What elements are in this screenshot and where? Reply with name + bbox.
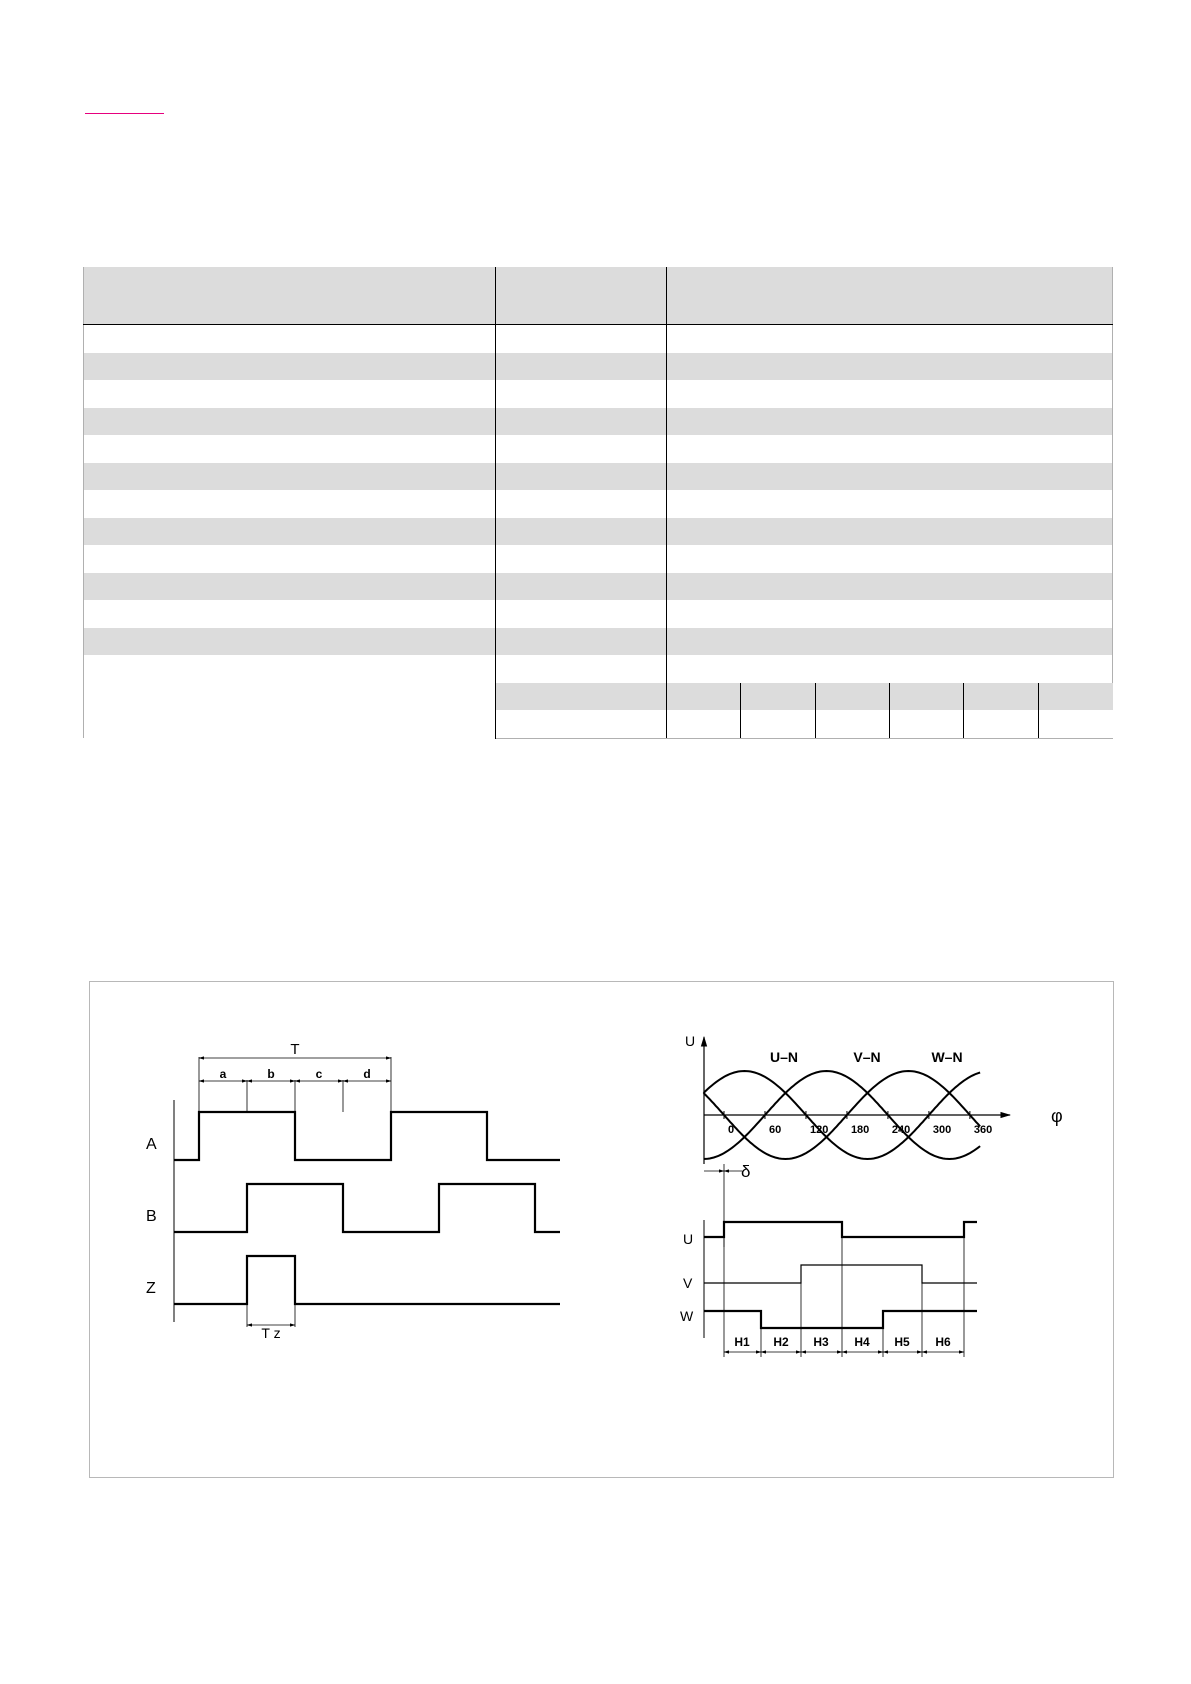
angle-tick-label: 60 bbox=[768, 1124, 782, 1136]
table-cell bbox=[667, 408, 1113, 436]
channel-z-waveform bbox=[174, 1256, 560, 1304]
hall-state-label: H3 bbox=[813, 1335, 829, 1349]
signal-diagrams bbox=[90, 982, 1115, 1479]
table-cell bbox=[84, 655, 496, 738]
table-cell bbox=[496, 683, 667, 711]
table-cell bbox=[496, 518, 667, 546]
table-cell bbox=[1038, 710, 1112, 738]
table-cell bbox=[496, 545, 667, 573]
channel-a-waveform bbox=[174, 1112, 560, 1160]
table-cell bbox=[741, 710, 815, 738]
angle-tick-label: 180 bbox=[850, 1124, 870, 1136]
hall-state-label: H6 bbox=[935, 1335, 951, 1349]
period-label: T bbox=[290, 1041, 300, 1058]
table-cell bbox=[1038, 683, 1112, 711]
hall-state-label: H2 bbox=[773, 1335, 789, 1349]
spec-table bbox=[83, 267, 1113, 739]
table-cell bbox=[84, 518, 496, 546]
table-header-cell bbox=[667, 267, 1113, 325]
table-cell bbox=[667, 435, 1113, 463]
table-cell bbox=[667, 573, 1113, 601]
table-cell bbox=[667, 325, 1113, 353]
table-cell bbox=[964, 710, 1038, 738]
table-cell bbox=[496, 490, 667, 518]
table-cell bbox=[964, 683, 1038, 711]
table-cell bbox=[815, 710, 889, 738]
table-cell bbox=[667, 600, 1113, 628]
table-cell bbox=[889, 683, 963, 711]
table-cell bbox=[84, 353, 496, 381]
phase-curve-label: V–N bbox=[853, 1049, 881, 1065]
table-row bbox=[84, 380, 1113, 408]
table-cell bbox=[741, 683, 815, 711]
angle-tick-label: 120 bbox=[809, 1124, 829, 1136]
signal-w-waveform bbox=[704, 1311, 977, 1328]
table-cell bbox=[667, 353, 1113, 381]
segment-label: c bbox=[315, 1067, 323, 1081]
voltage-axis-label: U bbox=[685, 1033, 696, 1049]
accent-rule bbox=[85, 113, 164, 114]
segment-label: d bbox=[363, 1067, 371, 1081]
table-cell bbox=[815, 683, 889, 711]
table-header-cell bbox=[496, 267, 667, 325]
table-cell bbox=[84, 628, 496, 656]
table-row bbox=[84, 435, 1113, 463]
table-cell bbox=[667, 628, 1113, 656]
segment-label: a bbox=[219, 1067, 227, 1081]
table-row bbox=[84, 325, 1113, 353]
commutation-signal-diagram bbox=[704, 1037, 1011, 1357]
table-row bbox=[84, 518, 1113, 546]
table-cell bbox=[84, 408, 496, 436]
phase-curve-label: U–N bbox=[769, 1049, 799, 1065]
table-cell bbox=[84, 600, 496, 628]
table-cell bbox=[667, 518, 1113, 546]
table-cell bbox=[496, 463, 667, 491]
signal-label: U bbox=[683, 1231, 694, 1247]
table-cell bbox=[496, 435, 667, 463]
table-row bbox=[84, 490, 1113, 518]
table-cell bbox=[667, 683, 741, 711]
table-cell bbox=[667, 463, 1113, 491]
table-cell bbox=[667, 655, 1113, 683]
angle-tick-label: 0 bbox=[728, 1124, 735, 1136]
table-cell bbox=[667, 545, 1113, 573]
signal-label: W bbox=[680, 1308, 694, 1324]
table-cell bbox=[84, 463, 496, 491]
table-cell bbox=[667, 490, 1113, 518]
table-row bbox=[84, 353, 1113, 381]
hall-state-label: H1 bbox=[734, 1335, 750, 1349]
incremental-signal-diagram bbox=[174, 982, 560, 1327]
table-cell bbox=[667, 380, 1113, 408]
angle-tick-label: 240 bbox=[891, 1124, 911, 1136]
table-cell bbox=[496, 655, 667, 683]
table-row bbox=[84, 628, 1113, 656]
channel-b-waveform bbox=[174, 1184, 560, 1232]
hall-state-label: H5 bbox=[894, 1335, 910, 1349]
table-row bbox=[84, 408, 1113, 436]
offset-label: δ bbox=[741, 1162, 751, 1181]
table-cell bbox=[889, 710, 963, 738]
signal-v-waveform bbox=[704, 1265, 977, 1283]
channel-label: A bbox=[146, 1136, 157, 1153]
angle-tick-label: 360 bbox=[973, 1124, 993, 1136]
table-header-cell bbox=[84, 267, 496, 325]
table-cell bbox=[84, 380, 496, 408]
table-cell bbox=[84, 490, 496, 518]
table-cell bbox=[84, 435, 496, 463]
segment-label: b bbox=[267, 1067, 275, 1081]
table-cell bbox=[84, 545, 496, 573]
table-row bbox=[84, 545, 1113, 573]
table-cell bbox=[496, 573, 667, 601]
table-row bbox=[84, 655, 1113, 683]
signal-u-waveform bbox=[704, 1222, 977, 1237]
signal-label: V bbox=[683, 1275, 693, 1291]
angle-tick-label: 300 bbox=[932, 1124, 952, 1136]
table-header-row bbox=[84, 267, 1113, 325]
table-cell bbox=[496, 600, 667, 628]
table-row bbox=[84, 573, 1113, 601]
table-cell bbox=[496, 353, 667, 381]
signal-diagram-frame bbox=[89, 981, 1114, 1478]
table-row bbox=[84, 463, 1113, 491]
table-cell bbox=[496, 628, 667, 656]
table-cell bbox=[496, 408, 667, 436]
table-row bbox=[84, 600, 1113, 628]
angle-axis-label: φ bbox=[1051, 1106, 1063, 1126]
table-cell bbox=[496, 380, 667, 408]
table-cell bbox=[496, 710, 667, 738]
hall-state-label: H4 bbox=[854, 1335, 870, 1349]
table-cell bbox=[496, 325, 667, 353]
phase-curve-label: W–N bbox=[931, 1049, 963, 1065]
channel-label: B bbox=[146, 1208, 157, 1225]
table-cell bbox=[84, 573, 496, 601]
table-cell bbox=[84, 325, 496, 353]
table-cell bbox=[667, 710, 741, 738]
channel-label: Z bbox=[146, 1280, 156, 1297]
index-pulse-label: T z bbox=[261, 1325, 281, 1341]
